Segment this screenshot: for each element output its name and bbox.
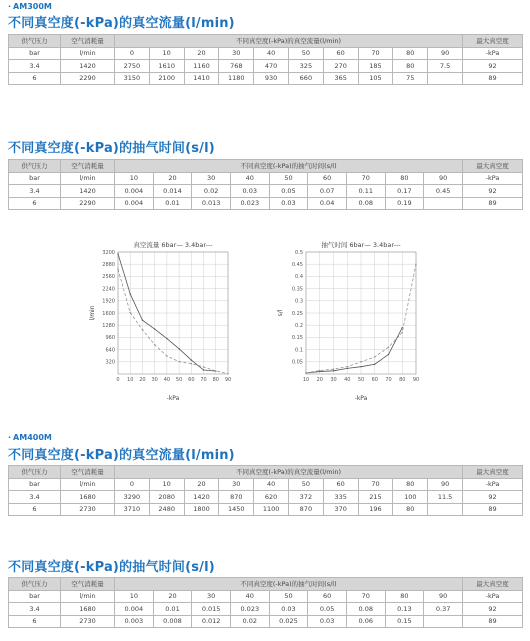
table-cell: 0.023 [230, 603, 269, 616]
data-point [333, 370, 334, 371]
data-point [117, 253, 118, 254]
table-cell: 3.4 [9, 491, 61, 504]
table-cell: 100 [393, 491, 428, 504]
vacuum-level-cell: 0 [115, 478, 150, 491]
unit-cell: bar [9, 478, 61, 491]
data-point [402, 332, 403, 333]
data-point [191, 363, 192, 364]
y-tick-label: 2880 [102, 262, 115, 268]
vacuum-level-cell: 10 [149, 478, 184, 491]
vacuum-level-cell: 0 [115, 47, 150, 60]
table-cell: 89 [462, 615, 522, 628]
table-cell: 1800 [184, 503, 219, 516]
vacuum-level-cell: 70 [358, 47, 393, 60]
table-cell: 2480 [149, 503, 184, 516]
table-cell: 0.13 [385, 603, 424, 616]
table-cell: 0.08 [346, 603, 385, 616]
table-cell: 89 [462, 197, 522, 210]
table-header-row [9, 160, 523, 173]
x-tick-label: 20 [316, 377, 323, 383]
vacuum-level-cell: 40 [254, 478, 289, 491]
vacuum-level-cell: 10 [149, 47, 184, 60]
x-tick-label: 80 [212, 377, 219, 383]
section-title-flow-am300m: 不同真空度(-kPa)的真空流量(l/min) [8, 16, 235, 31]
x-tick-label: 50 [357, 377, 365, 383]
unit-cell: -kPa [463, 47, 523, 60]
vacuum-level-cell: 80 [385, 590, 424, 603]
table-cell: 6 [9, 72, 61, 85]
table-cell: 3.4 [9, 60, 61, 73]
data-point [215, 370, 216, 371]
unit-cell: l/min [61, 478, 115, 491]
table-cell: 0.02 [192, 185, 231, 198]
vacuum-level-cell: 20 [184, 478, 219, 491]
table-cell: 6 [9, 503, 61, 516]
vacuum-level-cell: 90 [424, 172, 463, 185]
table-cell: 75 [393, 72, 428, 85]
header-max-vacuum: 最大真空度 [462, 160, 522, 173]
vacuum-level-cell: 30 [192, 590, 231, 603]
time-table-am300m [8, 159, 523, 210]
series-line-6bar [306, 328, 402, 373]
table-row [9, 503, 523, 516]
table-header-row [9, 578, 523, 591]
table-cell: 2290 [61, 197, 115, 210]
table-cell: 0.11 [346, 185, 385, 198]
table-row [9, 72, 523, 85]
vacuum-level-cell: 40 [230, 172, 269, 185]
table-cell: 92 [463, 491, 523, 504]
flow-chart-svg [80, 236, 240, 406]
x-tick-label: 10 [127, 377, 134, 383]
vacuum-level-cell: 40 [230, 590, 269, 603]
y-tick-label: 0.5 [295, 249, 303, 256]
table-cell: 0.03 [269, 197, 308, 210]
unit-cell: bar [9, 590, 61, 603]
data-point [154, 344, 155, 345]
vacuum-level-cell: 10 [115, 172, 154, 185]
y-tick-label: 0.45 [291, 262, 303, 268]
header-supply-pressure: 供气压力 [9, 578, 61, 591]
table-cell: 2730 [61, 615, 115, 628]
y-tick-label: 1920 [102, 298, 115, 305]
table-cell: 92 [462, 603, 522, 616]
table-cell: 0.05 [269, 185, 308, 198]
y-tick-label: 0.4 [295, 274, 303, 281]
vacuum-level-cell: 70 [346, 590, 385, 603]
data-point [402, 327, 403, 328]
data-point [178, 348, 179, 349]
table-cell: 3150 [115, 72, 150, 85]
vacuum-level-cell: 40 [254, 47, 289, 60]
data-point [154, 328, 155, 329]
table-cell: 470 [254, 60, 289, 73]
table-cell: 1420 [184, 491, 219, 504]
vacuum-level-cell: 60 [323, 478, 358, 491]
y-tick-label: 960 [105, 335, 115, 342]
vacuum-level-cell: 20 [184, 47, 219, 60]
table-cell: 660 [288, 72, 323, 85]
data-point [203, 369, 204, 370]
data-point [374, 356, 375, 357]
vacuum-level-cell: 20 [153, 172, 192, 185]
table-cell: 89 [463, 503, 523, 516]
data-point [203, 366, 204, 367]
data-point [347, 366, 348, 367]
y-axis-label: l/min [89, 305, 96, 321]
data-point [166, 338, 167, 339]
table-cell: 215 [358, 491, 393, 504]
table-cell: 0.05 [308, 603, 347, 616]
vacuum-level-cell: 80 [385, 172, 424, 185]
table-row [9, 615, 523, 628]
unit-cell: bar [9, 47, 61, 60]
section-title-time-am400m: 不同真空度(-kPa)的抽气时间(s/l) [8, 560, 215, 575]
table-cell: 1610 [149, 60, 184, 73]
x-tick-label: 30 [151, 377, 158, 383]
table-cell: 1410 [184, 72, 219, 85]
section-title-time-am300m: 不同真空度(-kPa)的抽气时间(s/l) [8, 141, 215, 156]
table-cell: 89 [463, 72, 523, 85]
table-cell: 0.03 [230, 185, 269, 198]
table-cell: 2730 [61, 503, 115, 516]
table-cell: 2100 [149, 72, 184, 85]
vacuum-level-cell: 90 [424, 590, 463, 603]
vacuum-level-cell: 50 [288, 47, 323, 60]
table-cell: 620 [254, 491, 289, 504]
time-table-am400m [8, 577, 523, 628]
table-cell [428, 72, 463, 85]
table-cell: 0.03 [269, 603, 308, 616]
table-row [9, 603, 523, 616]
table-cell: 0.013 [192, 197, 231, 210]
vacuum-level-cell: 20 [153, 590, 192, 603]
table-cell: 335 [323, 491, 358, 504]
data-point [305, 372, 306, 373]
table-cell: 0.37 [424, 603, 463, 616]
x-tick-label: 0 [116, 377, 120, 383]
y-tick-label: 1600 [102, 310, 115, 317]
x-tick-label: 70 [200, 377, 207, 383]
data-point [333, 368, 334, 369]
table-cell: 0.19 [385, 197, 424, 210]
vacuum-level-cell: 60 [323, 47, 358, 60]
model-label-am300m: · AM300M [8, 2, 52, 11]
table-header-row [9, 466, 523, 479]
table-cell: 370 [323, 503, 358, 516]
header-vacuum-group: 不同真空度(-kPa)的真空流量(l/min) [115, 466, 463, 479]
vacuum-level-cell: 80 [393, 478, 428, 491]
table-row [9, 60, 523, 73]
data-point [178, 361, 179, 362]
x-axis-label: -kPa [354, 395, 368, 402]
table-cell: 11.5 [428, 491, 463, 504]
table-cell: 1180 [219, 72, 254, 85]
x-tick-label: 90 [412, 377, 420, 383]
model-label-am400m: · AM400M [8, 433, 52, 442]
header-air-consumption: 空气消耗量 [61, 578, 115, 591]
table-cell: 0.04 [308, 197, 347, 210]
table-cell: 870 [288, 503, 323, 516]
y-tick-label: 0.05 [291, 359, 303, 366]
x-axis-label: -kPa [166, 395, 180, 402]
chart-title: 真空流量 6bar— 3.4bar--- [133, 241, 213, 249]
data-point [319, 370, 320, 371]
table-cell: 270 [323, 60, 358, 73]
table-cell: 0.01 [153, 197, 192, 210]
table-units-row [9, 172, 523, 185]
table-cell: 80 [393, 60, 428, 73]
table-cell [424, 197, 463, 210]
unit-cell: l/min [61, 590, 115, 603]
vacuum-level-cell: 50 [269, 172, 308, 185]
table-row [9, 197, 523, 210]
table-cell: 3710 [115, 503, 150, 516]
table-cell [428, 503, 463, 516]
unit-cell: l/min [61, 47, 115, 60]
header-supply-pressure: 供气压力 [9, 160, 61, 173]
table-cell: 3290 [115, 491, 150, 504]
table-cell: 2290 [61, 72, 115, 85]
table-cell: 7.5 [428, 60, 463, 73]
vacuum-level-cell: 70 [358, 478, 393, 491]
time-chart [268, 236, 428, 410]
table-cell: 0.01 [153, 603, 192, 616]
header-vacuum-group: 不同真空度(-kPa)的抽气时间(s/l) [115, 160, 463, 173]
x-tick-label: 40 [163, 377, 171, 383]
table-units-row [9, 590, 523, 603]
x-tick-label: 20 [139, 377, 146, 383]
vacuum-level-cell: 90 [428, 478, 463, 491]
flow-table-am300m [8, 34, 523, 85]
data-point [374, 364, 375, 365]
flow-table-am400m [8, 465, 523, 516]
table-cell: 0.012 [192, 615, 231, 628]
y-tick-label: 0.2 [295, 323, 303, 329]
table-cell: 0.004 [115, 197, 154, 210]
data-point [360, 366, 361, 367]
section-title-flow-am400m: 不同真空度(-kPa)的真空流量(l/min) [8, 448, 235, 463]
table-cell: 0.025 [269, 615, 308, 628]
unit-cell: bar [9, 172, 61, 185]
data-point [166, 355, 167, 356]
table-cell: 0.015 [192, 603, 231, 616]
x-tick-label: 80 [399, 377, 406, 383]
table-units-row [9, 478, 523, 491]
y-axis-label: s/l [277, 309, 284, 317]
table-cell: 0.15 [385, 615, 424, 628]
flow-chart [80, 236, 240, 410]
data-point [130, 312, 131, 313]
table-cell: 80 [393, 503, 428, 516]
vacuum-level-cell: 80 [393, 47, 428, 60]
data-point [347, 368, 348, 369]
table-cell: 6 [9, 197, 61, 210]
table-cell: 0.07 [308, 185, 347, 198]
x-tick-label: 90 [224, 377, 232, 383]
table-cell: 0.008 [153, 615, 192, 628]
table-cell: 0.014 [153, 185, 192, 198]
y-tick-label: 0.35 [291, 286, 303, 293]
x-tick-label: 50 [175, 377, 183, 383]
table-cell: 0.45 [424, 185, 463, 198]
data-point [117, 268, 118, 269]
header-air-consumption: 空气消耗量 [61, 35, 115, 48]
series-line-3-4bar [118, 269, 228, 374]
table-cell: 365 [323, 72, 358, 85]
table-cell [424, 615, 463, 628]
header-vacuum-group: 不同真空度(-kPa)的抽气时间(s/l) [115, 578, 463, 591]
table-cell: 185 [358, 60, 393, 73]
y-tick-label: 0.15 [291, 335, 303, 342]
y-tick-label: 1280 [102, 323, 115, 329]
table-cell: 0.023 [230, 197, 269, 210]
table-cell: 2080 [149, 491, 184, 504]
header-max-vacuum: 最大真空度 [463, 466, 523, 479]
table-header-row [9, 35, 523, 48]
table-cell: 0.08 [346, 197, 385, 210]
vacuum-level-cell: 10 [115, 590, 154, 603]
table-cell: 196 [358, 503, 393, 516]
y-tick-label: 320 [105, 359, 115, 366]
y-tick-label: 0.1 [295, 347, 303, 354]
unit-cell: -kPa [462, 590, 522, 603]
data-point [360, 361, 361, 362]
x-tick-label: 60 [371, 377, 378, 383]
y-tick-label: 2560 [102, 274, 115, 281]
data-point [142, 320, 143, 321]
vacuum-level-cell: 30 [219, 478, 254, 491]
y-tick-label: 2240 [102, 286, 115, 293]
table-cell: 768 [219, 60, 254, 73]
table-units-row [9, 47, 523, 60]
chart-title: 抽气时间 6bar— 3.4bar--- [321, 241, 401, 249]
table-cell: 0.003 [115, 615, 154, 628]
table-cell: 6 [9, 615, 61, 628]
vacuum-level-cell: 30 [192, 172, 231, 185]
vacuum-level-cell: 50 [288, 478, 323, 491]
table-cell: 1100 [254, 503, 289, 516]
unit-cell: -kPa [462, 172, 522, 185]
table-cell: 1450 [219, 503, 254, 516]
vacuum-level-cell: 30 [219, 47, 254, 60]
data-point [227, 373, 228, 374]
table-cell: 0.03 [308, 615, 347, 628]
table-cell: 1420 [61, 60, 115, 73]
x-tick-label: 70 [385, 377, 392, 383]
y-tick-label: 640 [105, 347, 115, 354]
x-tick-label: 30 [330, 377, 337, 383]
table-cell: 0.02 [230, 615, 269, 628]
table-cell: 0.06 [346, 615, 385, 628]
table-cell: 0.004 [115, 185, 154, 198]
data-point [142, 329, 143, 330]
table-cell: 105 [358, 72, 393, 85]
vacuum-level-cell: 60 [308, 172, 347, 185]
y-tick-label: 0.25 [291, 310, 303, 317]
header-max-vacuum: 最大真空度 [462, 578, 522, 591]
header-supply-pressure: 供气压力 [9, 35, 61, 48]
header-air-consumption: 空气消耗量 [61, 466, 115, 479]
vacuum-level-cell: 70 [346, 172, 385, 185]
data-point [191, 359, 192, 360]
data-point [130, 293, 131, 294]
vacuum-level-cell: 50 [269, 590, 308, 603]
x-tick-label: 10 [302, 377, 310, 383]
table-cell: 1420 [61, 185, 115, 198]
x-tick-label: 60 [188, 377, 195, 383]
data-point [388, 346, 389, 347]
header-supply-pressure: 供气压力 [9, 466, 61, 479]
table-cell: 2750 [115, 60, 150, 73]
x-tick-label: 40 [344, 377, 351, 383]
header-max-vacuum: 最大真空度 [463, 35, 523, 48]
table-cell: 3.4 [9, 185, 61, 198]
table-cell: 0.004 [115, 603, 154, 616]
time-chart-svg [268, 236, 428, 406]
table-row [9, 185, 523, 198]
header-vacuum-group: 不同真空度(-kPa)的真空流量(l/min) [115, 35, 463, 48]
vacuum-level-cell: 60 [308, 590, 347, 603]
table-cell: 1160 [184, 60, 219, 73]
table-cell: 92 [463, 60, 523, 73]
table-cell: 3.4 [9, 603, 61, 616]
table-cell: 1680 [61, 603, 115, 616]
table-cell: 372 [288, 491, 323, 504]
data-point [415, 264, 416, 265]
vacuum-level-cell: 90 [428, 47, 463, 60]
table-row [9, 491, 523, 504]
y-tick-label: 3200 [102, 249, 115, 256]
table-cell: 870 [219, 491, 254, 504]
unit-cell: l/min [61, 172, 115, 185]
header-air-consumption: 空气消耗量 [61, 160, 115, 173]
table-cell: 92 [462, 185, 522, 198]
unit-cell: -kPa [463, 478, 523, 491]
data-point [388, 354, 389, 355]
y-tick-label: 0.3 [295, 298, 303, 305]
table-cell: 1680 [61, 491, 115, 504]
table-cell: 930 [254, 72, 289, 85]
table-cell: 325 [288, 60, 323, 73]
table-cell: 0.17 [385, 185, 424, 198]
